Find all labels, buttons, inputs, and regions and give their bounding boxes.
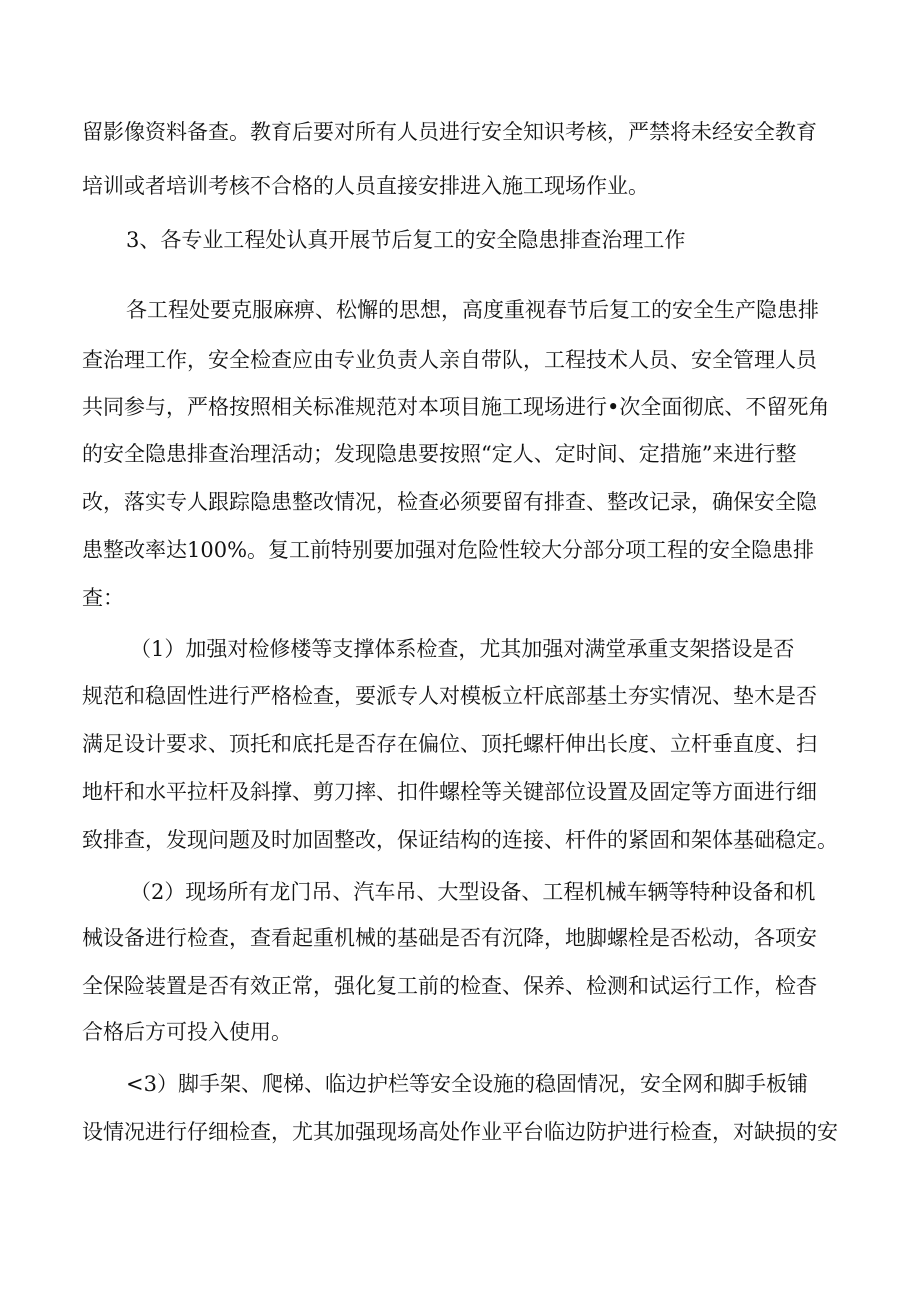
body-text-line: 患整改率达100%。复工前特别要加强对危险性较大分部分项工程的安全隐患排 (82, 538, 815, 562)
section-heading: 3、各专业工程处认真开展节后复工的安全隐患排查治理工作 (126, 228, 686, 252)
body-text-line: 合格后方可投入使用。 (82, 1020, 292, 1044)
body-text-line: （2）现场所有龙门吊、汽车吊、大型设备、工程机械车辆等特种设备和机 (130, 880, 816, 904)
body-text-line: 满足设计要求、顶托和底托是否存在偏位、顶托螺杆伸出长度、立杆垂直度、扫 (82, 732, 817, 756)
body-text-line: 规范和稳固性进行严格检查，要派专人对模板立杆底部基土夯实情况、垫木是否 (82, 684, 817, 708)
body-text-line: 培训或者培训考核不合格的人员直接安排进入施工现场作业。 (82, 174, 649, 198)
body-text-line: 改，落实专人跟踪隐患整改情况，检查必须要留有排查、整改记录，确保安全隐 (82, 490, 817, 514)
body-text-line: 留影像资料备查。教育后要对所有人员进行安全知识考核，严禁将未经安全教育 (82, 120, 817, 144)
body-text-line: 全保险装置是否有效正常，强化复工前的检查、保养、检测和试运行工作，检杳 (82, 974, 817, 998)
body-text-line: 地杆和水平拉杆及斜撑、剪刀摔、扣件螺栓等关键部位设置及固定等方面进行细 (82, 780, 817, 804)
body-text-line: 械设备进行检查，查看起重机械的基础是否有沉降，地脚螺栓是否松动，各项安 (82, 926, 817, 950)
body-text-line: 设情况进行仔细检查，尤其加强现场高处作业平台临边防护进行检查，对缺损的安 (82, 1120, 838, 1144)
body-text-line: 的安全隐患排查治理活动；发现隐患要按照“定人、定时间、定措施”来进行整 (82, 442, 797, 466)
body-text-line: 查： (82, 586, 124, 610)
body-text-line: 致排查，发现问题及时加固整改，保证结构的连接、杆件的紧固和架体基础稳定。 (82, 828, 838, 852)
body-text-line: 共同参与，严格按照相关标准规范对本项目施工现场进行•次全面彻底、不留死角 (82, 395, 830, 419)
body-text-line: <3）脚手架、爬梯、临边护栏等安全设施的稳固情况，安全网和脚手板铺 (126, 1072, 808, 1096)
body-text-line: 查治理工作，安全检查应由专业负责人亲自带队，工程技术人员、安全管理人员 (82, 348, 817, 372)
body-text-line: 各工程处要克服麻痹、松懈的思想，高度重视春节后复工的安全生产隐患排 (126, 298, 819, 322)
body-text-line: （1）加强对检修楼等支撑体系检查，尤其加强对满堂承重支架搭设是否 (130, 637, 795, 661)
